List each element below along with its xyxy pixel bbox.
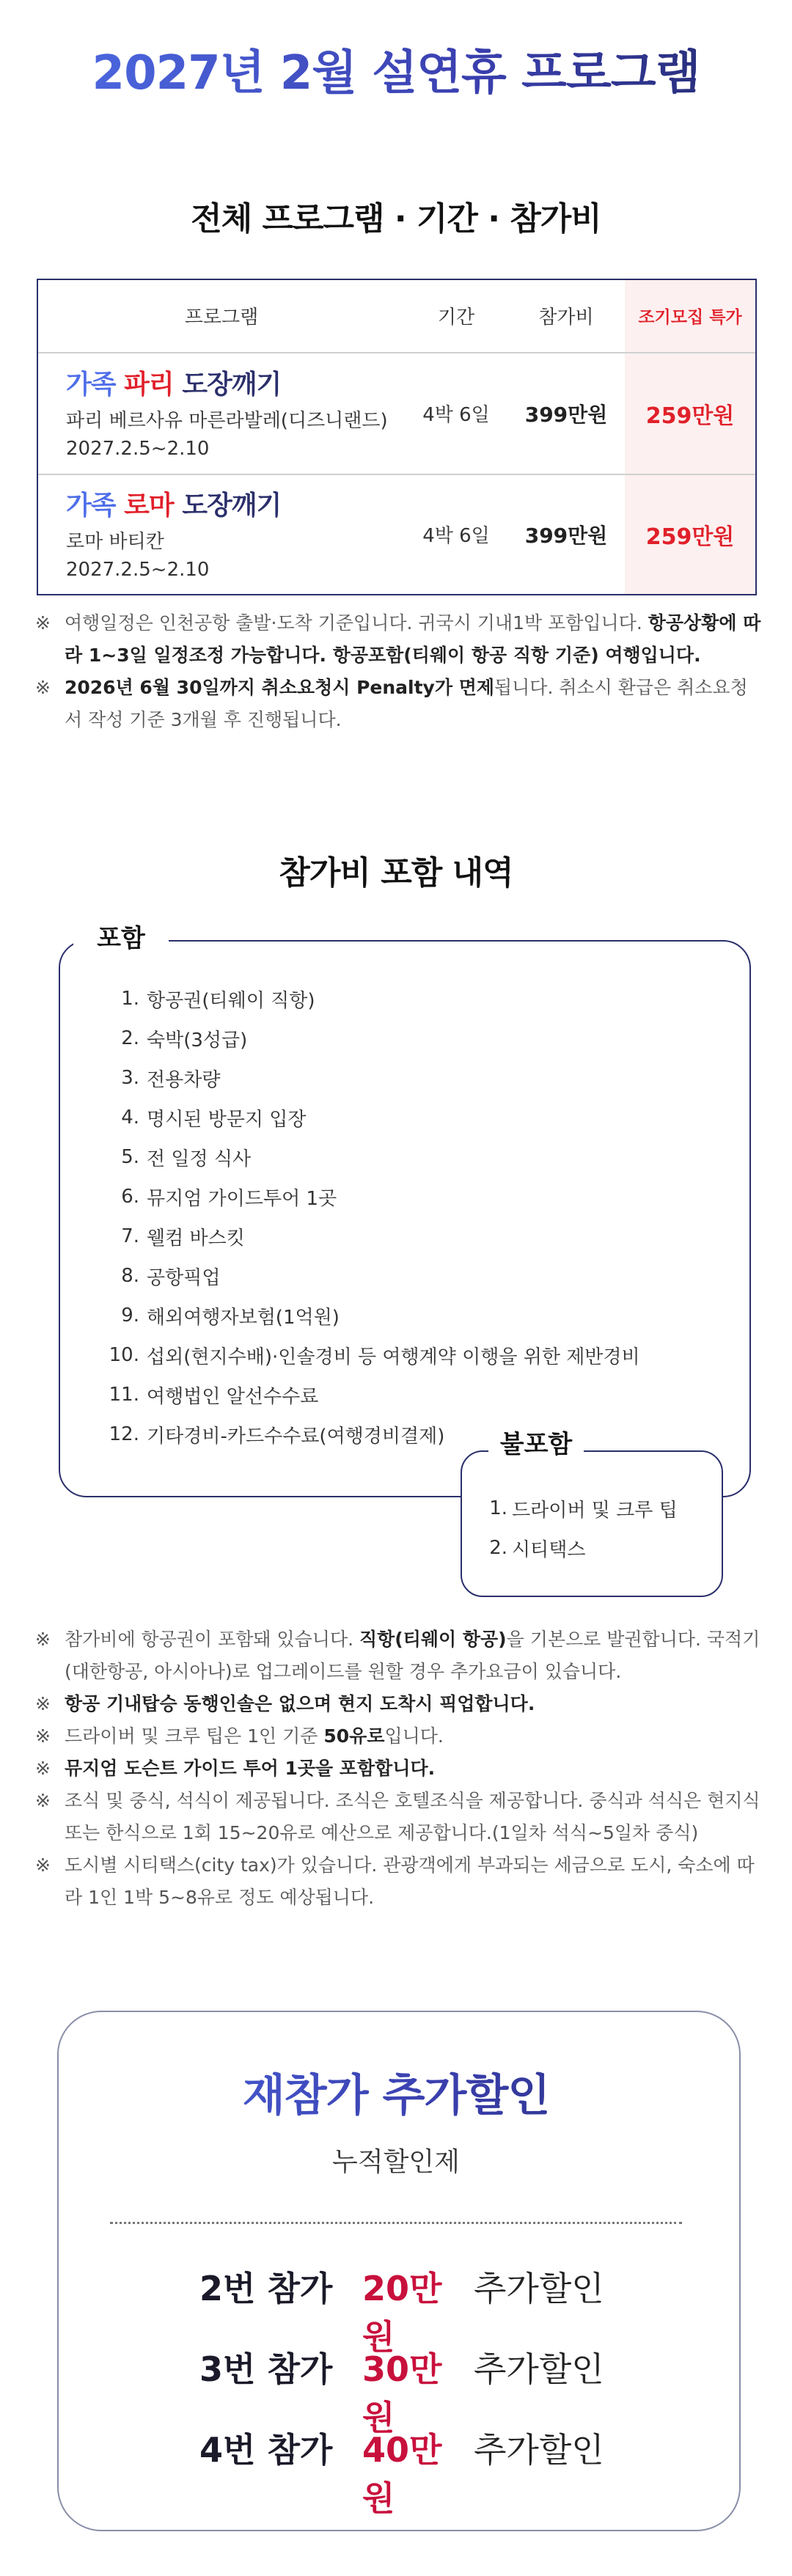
include-label: 포함 [73, 918, 169, 959]
note-item: ※ 드라이버 및 크루 팁은 1인 기준 50유로입니다. [35, 1725, 444, 1747]
list-item: 1. 항공권(티웨이 직항) [121, 988, 315, 1012]
list-item: 10. 섭외(현지수배)·인솔경비 등 여행계약 이행을 위한 제반경비 [109, 1344, 640, 1368]
program-early-price: 259만원 [625, 353, 755, 474]
list-item: 9. 해외여행자보험(1억원) [121, 1304, 340, 1329]
list-item: 5. 전 일정 식사 [121, 1146, 252, 1170]
program-route: 파리 베르사유 마른라발레(디즈니랜드) [66, 410, 388, 433]
program-row-paris [38, 353, 755, 474]
includes-section-title: 참가비 포함 내역 [279, 854, 513, 892]
discount-row: 3번 참가 30만원 추가할인 [199, 2349, 604, 2437]
note-item: ※ 조식 및 중식, 석식이 제공됩니다. 조식은 호텔조식을 제공합니다. 중식과 석식은 현지식 또는 한식으로 1회 15~20유로 예산으로 제공합니다.(1일차 석식~5일차 중식) [35, 1790, 760, 1843]
program-route: 로마 바티칸 [66, 531, 164, 554]
discount-row: 4번 참가 40만원 추가할인 [199, 2430, 604, 2518]
note-item: ※ 뮤지엄 도슨트 가이드 투어 1곳을 포함합니다. [35, 1758, 436, 1779]
list-item: 8. 공항픽업 [121, 1265, 221, 1289]
program-dates: 2027.2.5~2.10 [66, 438, 210, 460]
list-item: 1. 드라이버 및 크루 팁 [489, 1497, 678, 1522]
program-info [38, 475, 405, 594]
include-list [109, 979, 666, 1454]
program-name: 가족 로마 도장깨기 [66, 491, 282, 521]
program-period: 4박 6일 [422, 404, 490, 427]
program-row-rome [38, 474, 755, 594]
program-early-price: 259만원 [625, 475, 755, 594]
program-table-header [38, 280, 755, 353]
note-item: ※ 2026년 6월 30일까지 취소요청시 Penalty가 면제됩니다. 취소시 환급은 취소요청서 작성 기준 3개월 후 진행됩니다. [35, 677, 748, 730]
header-price: 참가비 [538, 307, 594, 329]
programs-section-title: 전체 프로그램 · 기간 · 참가비 [191, 200, 601, 238]
program-price: 399만원 [524, 523, 608, 548]
program-notes [35, 607, 761, 736]
exclude-list [484, 1489, 719, 1568]
note-item: ※ 여행일정은 인천공항 출발·도착 기준입니다. 귀국시 기내1박 포함입니다. 항공상황에 따라 1~3일 일정조정 가능합니다. 항공포함(티웨이 항공 직항 기준) 여행입니다. [35, 612, 761, 666]
list-item: 2. 숙박(3성급) [121, 1027, 248, 1052]
note-item: ※ 항공 기내탑승 동행인솔은 없으며 현지 도착시 픽업합니다. [35, 1693, 535, 1714]
note-item: ※ 참가비에 항공권이 포함돼 있습니다. 직항(티웨이 항공)을 기본으로 발권합니다. 국적기(대한항공, 아시아나)로 업그레이드를 원할 경우 추가요금이 있습니다. [35, 1629, 760, 1682]
header-program: 프로그램 [184, 307, 259, 329]
program-dates: 2027.2.5~2.10 [66, 559, 210, 581]
discount-row: 2번 참가 20만원 추가할인 [199, 2269, 604, 2357]
page-title: 2027년 2월 설연휴 프로그램 [0, 35, 792, 103]
list-item: 12. 기타경비-카드수수료(여행경비결제) [109, 1423, 445, 1447]
program-table [37, 279, 757, 595]
discount-subtitle: 누적할인제 [332, 2147, 460, 2177]
list-item: 3. 전용차량 [121, 1067, 221, 1091]
list-item: 7. 웰컴 바스킷 [121, 1225, 245, 1250]
list-item: 11. 여행법인 알선수수료 [109, 1384, 319, 1408]
list-item: 4. 명시된 방문지 입장 [121, 1107, 307, 1131]
list-item: 2. 시티택스 [489, 1537, 586, 1561]
include-notes [35, 1623, 761, 1914]
list-item: 6. 뮤지엄 가이드투어 1곳 [121, 1186, 337, 1210]
header-early-price: 조기모집 특가 [625, 280, 755, 352]
discount-divider [110, 2222, 682, 2224]
program-info [38, 353, 405, 474]
note-item: ※ 도시별 시티택스(city tax)가 있습니다. 관광객에게 부과되는 세금으로 도시, 숙소에 따라 1인 1박 5~8유로 정도 예상됩니다. [35, 1854, 755, 1908]
discount-title: 재참가 추가할인 [0, 2061, 792, 2124]
header-period: 기간 [437, 307, 475, 329]
program-name: 가족 파리 도장깨기 [66, 370, 282, 400]
exclude-label: 불포함 [488, 1424, 584, 1465]
program-period: 4박 6일 [422, 525, 490, 548]
program-price: 399만원 [524, 402, 608, 427]
